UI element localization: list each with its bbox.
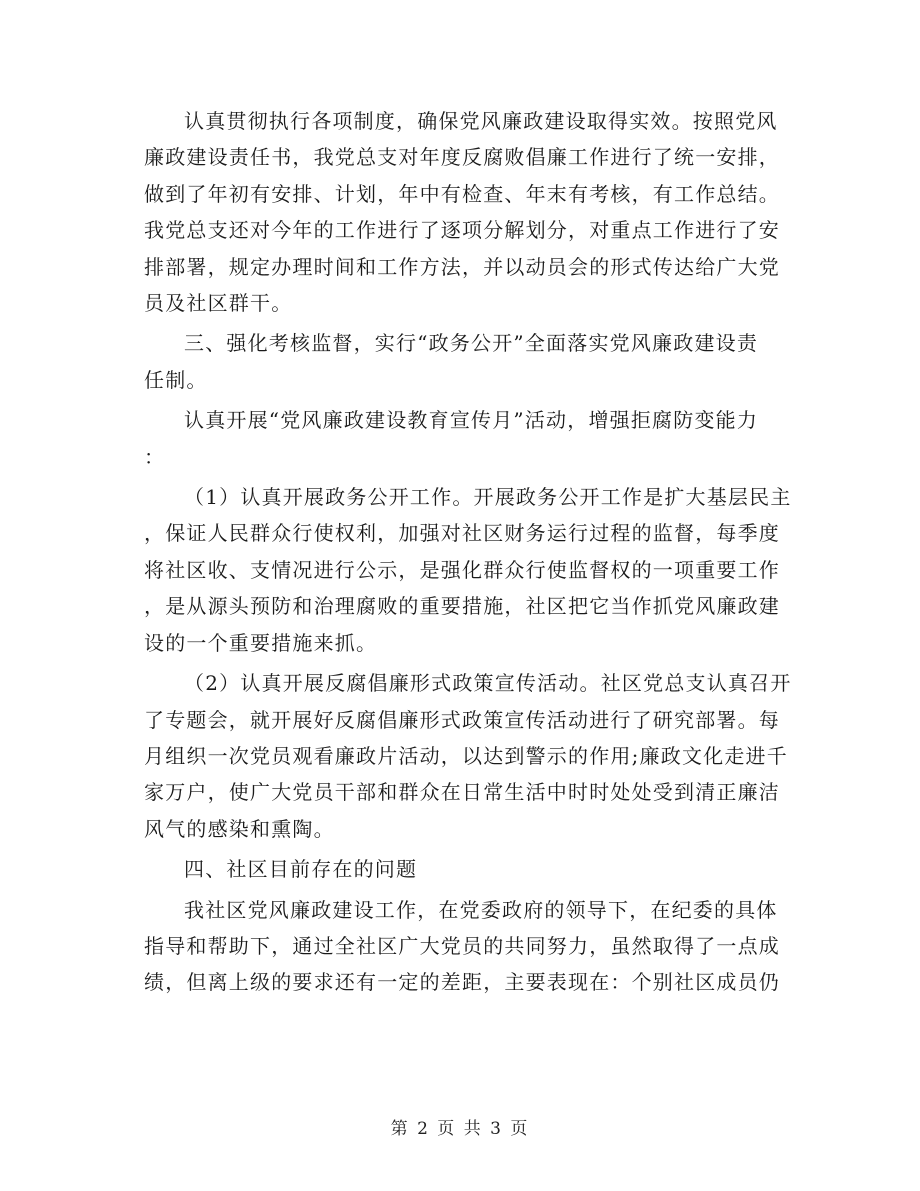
text-line: 员及社区群干。 <box>144 291 293 316</box>
paragraph <box>144 325 784 398</box>
text-line: 我社区党风廉政建设工作，在党委政府的领导下，在纪委的具体 <box>184 897 778 922</box>
text-line: （2）认真开展反腐倡廉形式政策宣传活动。社区党总支认真召开 <box>184 671 792 696</box>
text-line: 月组织一次党员观看廉政片活动，以达到警示的作用;廉政文化走进千 <box>144 743 788 768</box>
text-line: 将社区收、支情况进行公示，是强化群众行使监督权的一项重要工作 <box>144 557 780 582</box>
text-line: ，保证人民群众行使权利，加强对社区财务运行过程的监督，每季度 <box>144 521 780 546</box>
paragraph <box>144 892 784 1001</box>
text-line: 设的一个重要措施来抓。 <box>144 630 378 655</box>
page-footer: 第 2 页 共 3 页 <box>390 1119 530 1139</box>
text-line: 任制。 <box>144 367 208 392</box>
paragraph <box>144 479 792 661</box>
text-line: 了专题会，就开展好反腐倡廉形式政策宣传活动进行了研究部署。每 <box>144 707 780 732</box>
text-line: ： <box>144 444 166 469</box>
paragraph <box>144 402 784 475</box>
text-line: 排部署，规定办理时间和工作方法，并以动员会的形式传达给广大党 <box>144 254 780 279</box>
text-line: 绩，但离上级的要求还有一定的差距，主要表现在：个别社区成员仍 <box>144 970 780 995</box>
paragraph <box>144 103 784 321</box>
text-line: 认真开展“党风廉政建设教育宣传月”活动，增强拒腐防变能力 <box>184 408 759 433</box>
text-line: ，是从源头预防和治理腐败的重要措施，社区把它当作抓党风廉政建 <box>144 594 780 619</box>
text-line: 指导和帮助下，通过全社区广大党员的共同努力，虽然取得了一点成 <box>144 933 780 958</box>
paragraph <box>144 665 792 847</box>
document-body <box>144 103 792 1005</box>
text-line: 做到了年初有安排、计划，年中有检查、年末有考核，有工作总结。 <box>144 181 780 206</box>
text-line: 我党总支还对今年的工作进行了逐项分解划分，对重点工作进行了安 <box>144 218 780 243</box>
text-line: 四、社区目前存在的问题 <box>184 857 418 882</box>
text-line: 风气的感染和熏陶。 <box>144 816 335 841</box>
text-line: 廉政建设责任书，我党总支对年度反腐败倡廉工作进行了统一安排， <box>144 145 780 170</box>
text-line: 三、强化考核监督，实行“政务公开”全面落实党风廉政建设责 <box>184 331 759 356</box>
text-line: 认真贯彻执行各项制度，确保党风廉政建设取得实效。按照党风 <box>184 109 778 133</box>
paragraph <box>144 851 784 887</box>
text-line: （1）认真开展政务公开工作。开展政务公开工作是扩大基层民主 <box>184 485 792 510</box>
text-line: 家万户，使广大党员干部和群众在日常生活中时时处处受到清正廉洁 <box>144 780 780 805</box>
